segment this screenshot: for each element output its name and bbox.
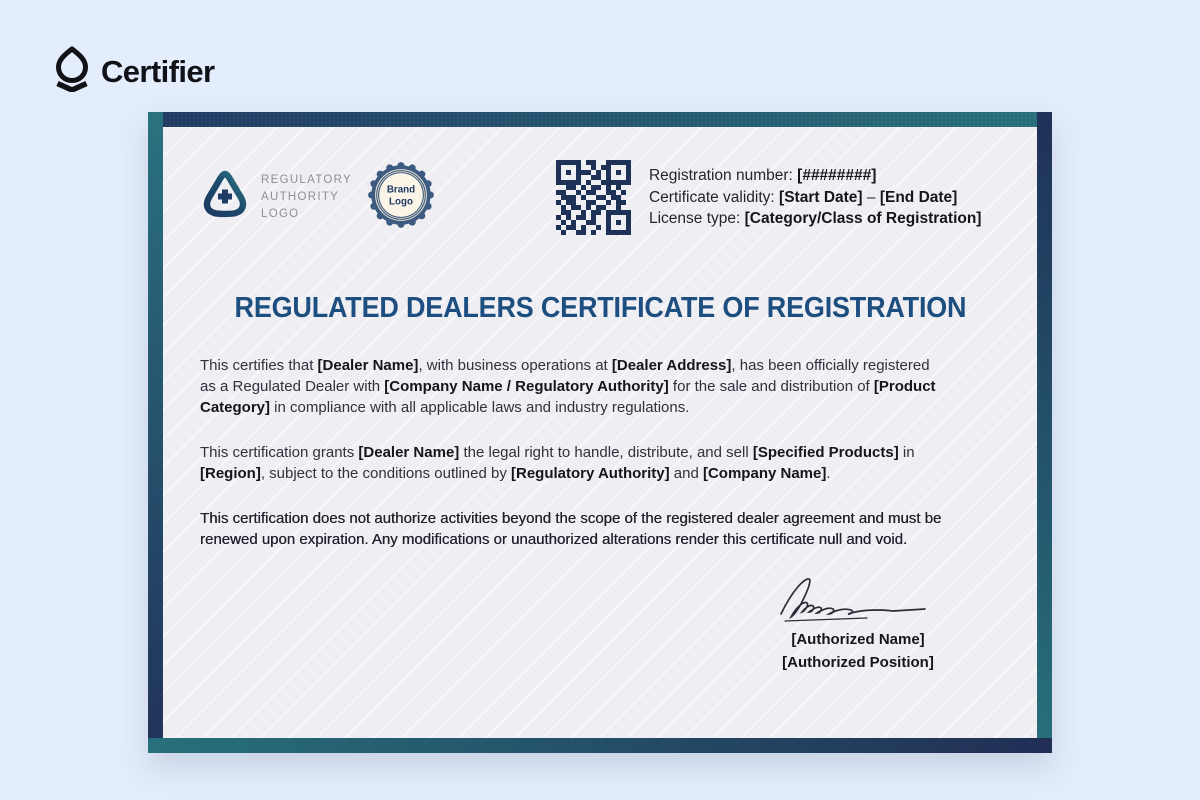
qr-code bbox=[556, 160, 631, 235]
authorized-position: [Authorized Position] bbox=[782, 654, 934, 671]
certificate-body bbox=[200, 355, 944, 550]
certificate-validity-line: Certificate validity: [Start Date] – [End Date] bbox=[648, 188, 958, 206]
certificate-border-top bbox=[148, 112, 1052, 127]
certificate-header bbox=[200, 160, 1000, 235]
license-type-line: License type: [Category/Class of Registration] bbox=[648, 210, 982, 228]
certificate-border-right bbox=[1037, 112, 1052, 753]
brand-logo-seal bbox=[368, 162, 434, 233]
certifier-logo bbox=[52, 46, 214, 97]
certificate-border-bottom bbox=[148, 738, 1052, 753]
certificate-title: REGULATED DEALERS CERTIFICATE OF REGISTRATION bbox=[234, 292, 966, 324]
certificate-paragraph-2: This certification grants [Dealer Name] the legal right to handle, distribute, and sell [Specified Products] in [Region], subject to the conditions outlined by [Regulatory Authority] and [Company Name]. bbox=[200, 444, 915, 482]
authority-drop-cross-icon bbox=[200, 170, 250, 225]
svg-text:Logo: Logo bbox=[389, 196, 413, 208]
regulatory-authority-logo bbox=[200, 170, 352, 225]
certificate-paper bbox=[163, 127, 1037, 738]
certifier-shield-icon bbox=[52, 46, 92, 97]
certificate-border-left bbox=[148, 112, 163, 753]
certificate bbox=[148, 112, 1052, 753]
authority-logo-label: REGULATORY AUTHORITY LOGO bbox=[261, 174, 352, 220]
svg-text:Brand: Brand bbox=[386, 184, 416, 196]
registration-number-line: Registration number: [########] bbox=[648, 167, 877, 185]
authorized-name: [Authorized Name] bbox=[791, 631, 925, 648]
registration-info bbox=[649, 165, 982, 230]
signature-block bbox=[708, 574, 1008, 674]
certifier-wordmark: Certifier bbox=[101, 53, 215, 89]
certificate-paragraph-1: This certifies that [Dealer Name], with business operations at [Dealer Address], has been officially registered as a Regulated Dealer with [Company Name / Regulatory Authority] for the sale and distribution of [Product Category] in compliance with all applicable laws and industry regulations. bbox=[200, 357, 936, 416]
signature-scribble bbox=[708, 574, 1008, 628]
certificate-paragraph-3: This certification does not authorize activities beyond the scope of the registered dealer agreement and must be renewed upon expiration. Any modifications or unauthorized alterations render this certificate null and void. bbox=[200, 510, 942, 548]
